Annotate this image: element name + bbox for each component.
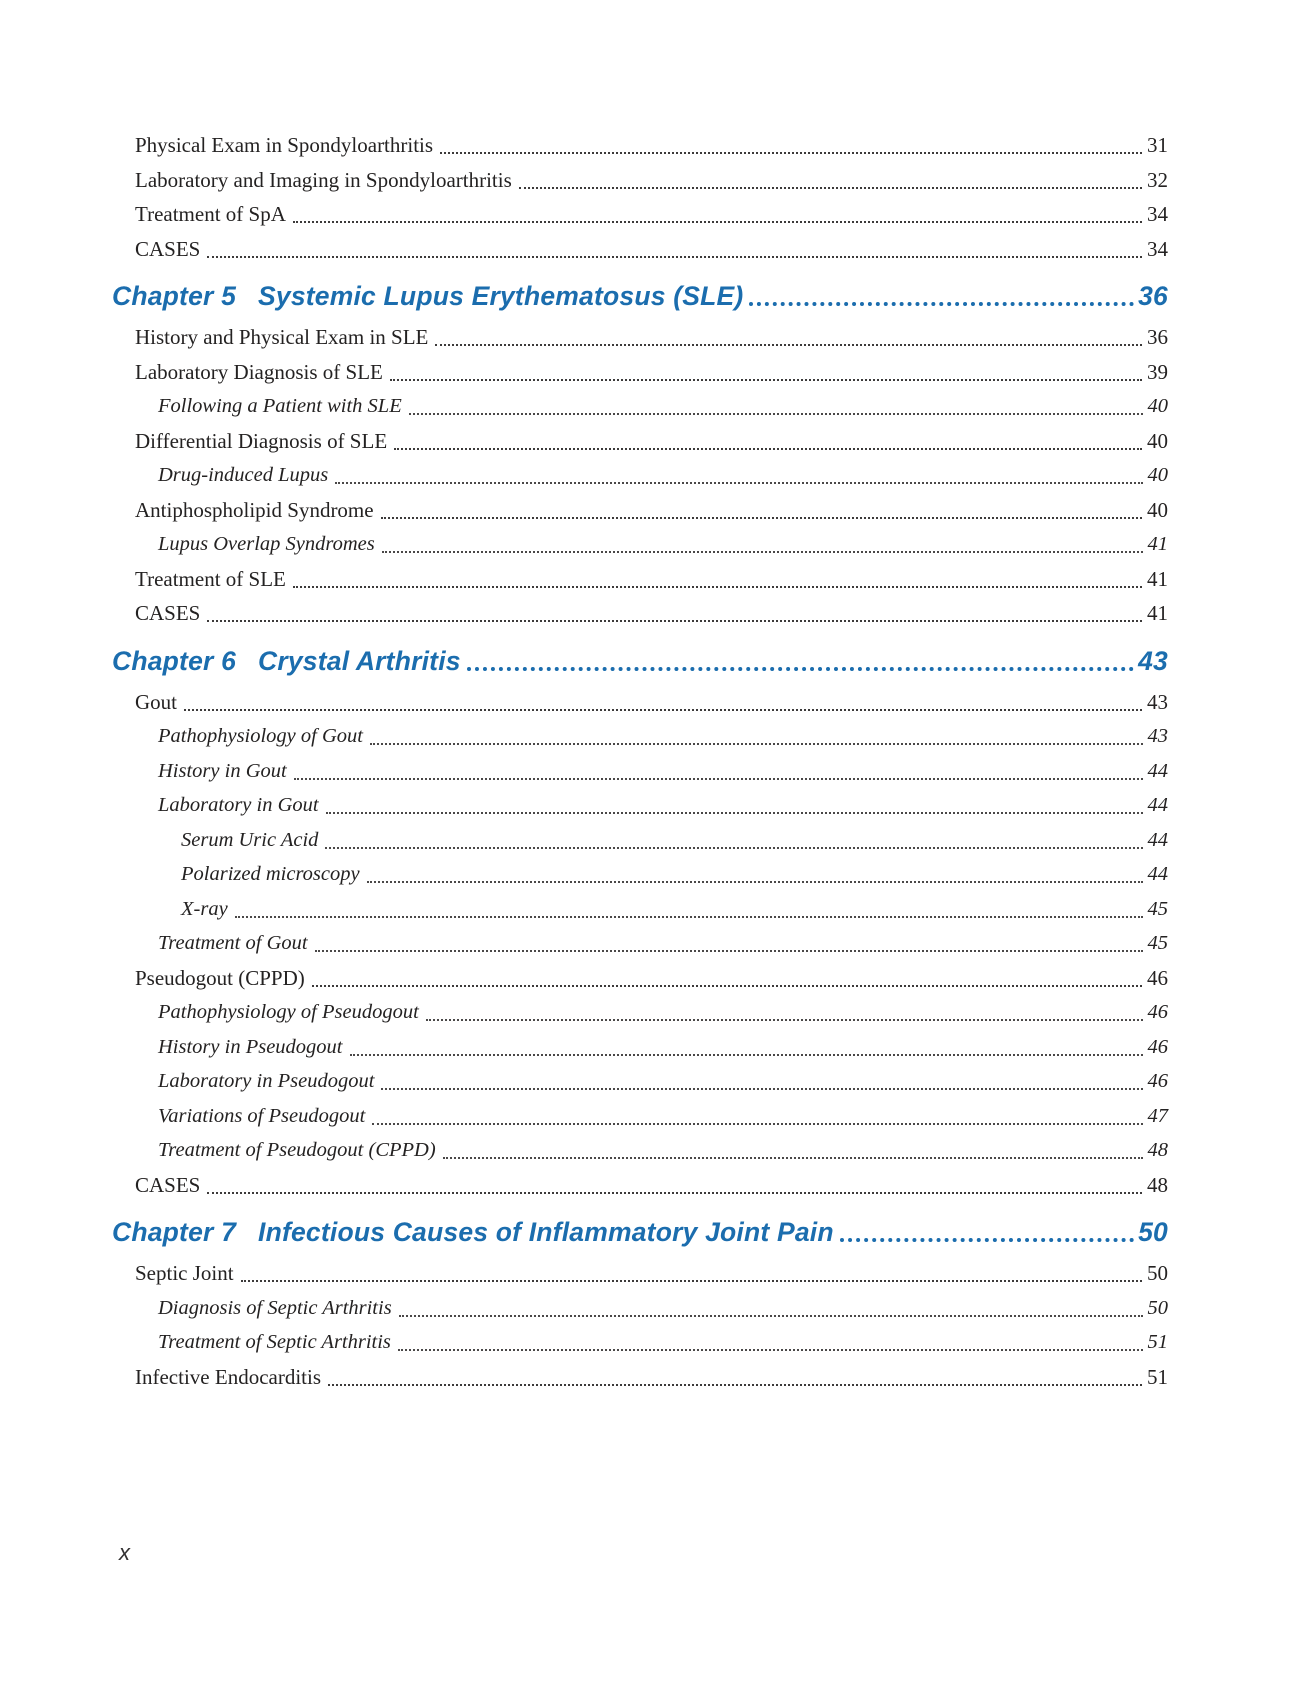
toc-entry-label: Lupus Overlap Syndromes (158, 533, 375, 555)
dot-leader (335, 458, 1142, 484)
dot-leader (467, 637, 1134, 671)
toc-entry-page-number: 31 (1147, 133, 1168, 157)
toc-entry-page-number: 50 (1138, 1217, 1168, 1247)
toc-entry-page-number: 46 (1147, 1001, 1168, 1023)
dot-leader (394, 424, 1142, 450)
toc-entry-page-number: 40 (1147, 395, 1168, 417)
toc-entry-label: Following a Patient with SLE (158, 395, 402, 417)
toc-entry (112, 1133, 1168, 1168)
toc-entry-label: Drug-induced Lupus (158, 464, 329, 486)
dot-leader (381, 493, 1142, 519)
toc-entry-label: Septic Joint (135, 1261, 234, 1285)
toc-entry-label: Polarized microscopy (181, 863, 360, 885)
dot-leader (426, 995, 1143, 1021)
dot-leader (435, 320, 1142, 346)
toc-entry (112, 857, 1168, 892)
dot-leader (749, 272, 1134, 306)
dot-leader (399, 1291, 1143, 1317)
toc-entry-page-number: 36 (1138, 281, 1168, 311)
dot-leader (350, 1030, 1143, 1056)
toc-entry-label: Laboratory Diagnosis of SLE (135, 359, 383, 384)
toc-entry-page-number: 44 (1147, 828, 1168, 851)
toc-entry (112, 1325, 1168, 1360)
toc-entry-page-number: 51 (1147, 1364, 1168, 1389)
toc-entry (112, 458, 1168, 493)
toc-entry-page-number: 46 (1147, 1070, 1168, 1092)
toc-entry-page-number: 44 (1147, 863, 1168, 885)
dot-leader (293, 562, 1142, 588)
toc-entry (112, 754, 1168, 789)
toc-entry-label: Pseudogout (CPPD) (135, 965, 305, 990)
toc-entry (112, 926, 1168, 961)
toc-entry (112, 1291, 1168, 1326)
dot-leader (409, 389, 1143, 415)
toc-entry-page-number: 50 (1147, 1296, 1168, 1319)
toc-entry-page-number: 40 (1147, 497, 1168, 522)
dot-leader (370, 719, 1143, 745)
dot-leader (326, 788, 1143, 814)
toc-entry-page-number: 48 (1147, 1139, 1168, 1161)
toc-entry-label: Serum Uric Acid (181, 828, 319, 851)
toc-entry (112, 719, 1168, 754)
toc-entry-label: Diagnosis of Septic Arthritis (158, 1296, 392, 1319)
toc-entry (112, 320, 1168, 355)
chapter-number: Chapter 7 (112, 1217, 237, 1247)
toc-entry-page-number: 34 (1147, 236, 1168, 261)
toc-entry-label: CASES (135, 601, 201, 625)
toc-entry (112, 197, 1168, 232)
dot-leader (372, 1099, 1142, 1125)
toc-entry-page-number: 34 (1147, 202, 1168, 226)
toc-entry (112, 389, 1168, 424)
toc-entry (112, 1099, 1168, 1134)
toc-entry-page-number: 43 (1147, 689, 1168, 714)
dot-leader (840, 1208, 1134, 1242)
toc-entry (112, 1064, 1168, 1099)
toc-entry-page-number: 36 (1147, 325, 1168, 349)
dot-leader (241, 1256, 1142, 1282)
toc-entry-label: X-ray (181, 897, 228, 920)
toc-entry-label: History in Gout (158, 759, 287, 782)
toc-entry-label: History and Physical Exam in SLE (135, 325, 429, 349)
toc-entry-label: CASES (135, 236, 201, 261)
toc-entry-page-number: 46 (1147, 1035, 1168, 1058)
toc-entry-label: Laboratory in Pseudogout (158, 1070, 375, 1092)
toc-entry (112, 562, 1168, 597)
dot-leader (443, 1133, 1143, 1159)
toc-entry-page-number: 44 (1147, 759, 1168, 782)
dot-leader (315, 926, 1143, 952)
toc-entry-label: Treatment of Gout (158, 932, 308, 954)
toc-entry-page-number: 43 (1147, 725, 1168, 747)
chapter-number: Chapter 5 (112, 281, 237, 311)
dot-leader (325, 823, 1142, 849)
toc-entry-page-number: 46 (1147, 965, 1168, 990)
dot-leader (398, 1325, 1143, 1351)
toc-entry-page-number: 39 (1147, 359, 1168, 384)
toc-entry-page-number: 47 (1147, 1104, 1168, 1127)
toc-entry-page-number: 45 (1147, 897, 1168, 920)
toc-entry-label: Variations of Pseudogout (158, 1104, 366, 1127)
toc-entry-label: Laboratory in Gout (158, 794, 319, 816)
toc-entry (112, 128, 1168, 163)
toc-entry-page-number: 50 (1147, 1261, 1168, 1285)
dot-leader (381, 1064, 1142, 1090)
toc-chapter-heading (112, 637, 1168, 685)
toc-entry-label: Systemic Lupus Erythematosus (SLE) (258, 281, 744, 311)
toc-entry (112, 1030, 1168, 1065)
toc-entry-page-number: 40 (1147, 464, 1168, 486)
toc-entry (112, 892, 1168, 927)
toc-entry-page-number: 51 (1147, 1331, 1168, 1353)
toc-entry-page-number: 41 (1147, 566, 1168, 591)
toc-entry-label: Laboratory and Imaging in Spondyloarthritis (135, 167, 512, 192)
toc-entry-page-number: 41 (1147, 533, 1168, 555)
dot-leader (207, 1168, 1142, 1194)
toc-entry-page-number: 41 (1147, 601, 1168, 625)
dot-leader (312, 961, 1142, 987)
toc-entry-label: Differential Diagnosis of SLE (135, 428, 388, 453)
dot-leader (382, 527, 1143, 553)
toc-entry (112, 355, 1168, 390)
dot-leader (390, 355, 1142, 381)
dot-leader (367, 857, 1143, 883)
toc-entry-page-number: 40 (1147, 428, 1168, 453)
toc-entry-label: Physical Exam in Spondyloarthritis (135, 133, 434, 157)
toc-entry (112, 232, 1168, 267)
dot-leader (235, 892, 1143, 918)
dot-leader (328, 1360, 1142, 1386)
toc-entry-page-number: 45 (1147, 932, 1168, 954)
toc-entry (112, 995, 1168, 1030)
toc-entry (112, 1168, 1168, 1203)
toc-entry (112, 163, 1168, 198)
toc-entry (112, 493, 1168, 528)
toc-entry (112, 527, 1168, 562)
toc-chapter-heading (112, 1208, 1168, 1256)
toc-chapter-heading (112, 272, 1168, 320)
dot-leader (294, 754, 1143, 780)
toc-entry-label: Antiphospholipid Syndrome (135, 497, 374, 522)
toc-entry-label: Infective Endocarditis (135, 1364, 322, 1389)
dot-leader (207, 596, 1142, 622)
toc-entry-label: Infectious Causes of Inflammatory Joint Pain (258, 1217, 834, 1247)
toc-entry-page-number: 48 (1147, 1172, 1168, 1197)
toc-entry-label: Treatment of Pseudogout (CPPD) (158, 1139, 436, 1161)
footer-page-number: x (119, 1540, 130, 1565)
toc-entry-page-number: 43 (1138, 645, 1168, 676)
toc-entry-label: Gout (135, 689, 177, 714)
dot-leader (207, 232, 1142, 258)
toc-entry (112, 1360, 1168, 1395)
toc-entry-label: History in Pseudogout (158, 1035, 343, 1058)
toc-entry-page-number: 44 (1147, 794, 1168, 816)
dot-leader (184, 685, 1142, 711)
toc-entry (112, 596, 1168, 631)
toc-list (112, 128, 1168, 1394)
toc-entry-label: Treatment of Septic Arthritis (158, 1331, 391, 1353)
toc-entry (112, 823, 1168, 858)
dot-leader (293, 197, 1142, 223)
toc-entry-label: Pathophysiology of Pseudogout (158, 1001, 419, 1023)
toc-entry-page-number: 32 (1147, 167, 1168, 192)
dot-leader (440, 128, 1142, 154)
toc-entry-label: Crystal Arthritis (258, 645, 461, 676)
toc-entry-label: Treatment of SpA (135, 202, 286, 226)
chapter-number: Chapter 6 (112, 645, 237, 676)
toc-entry-label: Pathophysiology of Gout (158, 725, 363, 747)
toc-entry-label: Treatment of SLE (135, 566, 286, 591)
dot-leader (519, 163, 1142, 189)
toc-entry (112, 685, 1168, 720)
toc-entry (112, 788, 1168, 823)
toc-entry-label: CASES (135, 1172, 201, 1197)
toc-entry (112, 1256, 1168, 1291)
toc-entry (112, 961, 1168, 996)
toc-entry (112, 424, 1168, 459)
